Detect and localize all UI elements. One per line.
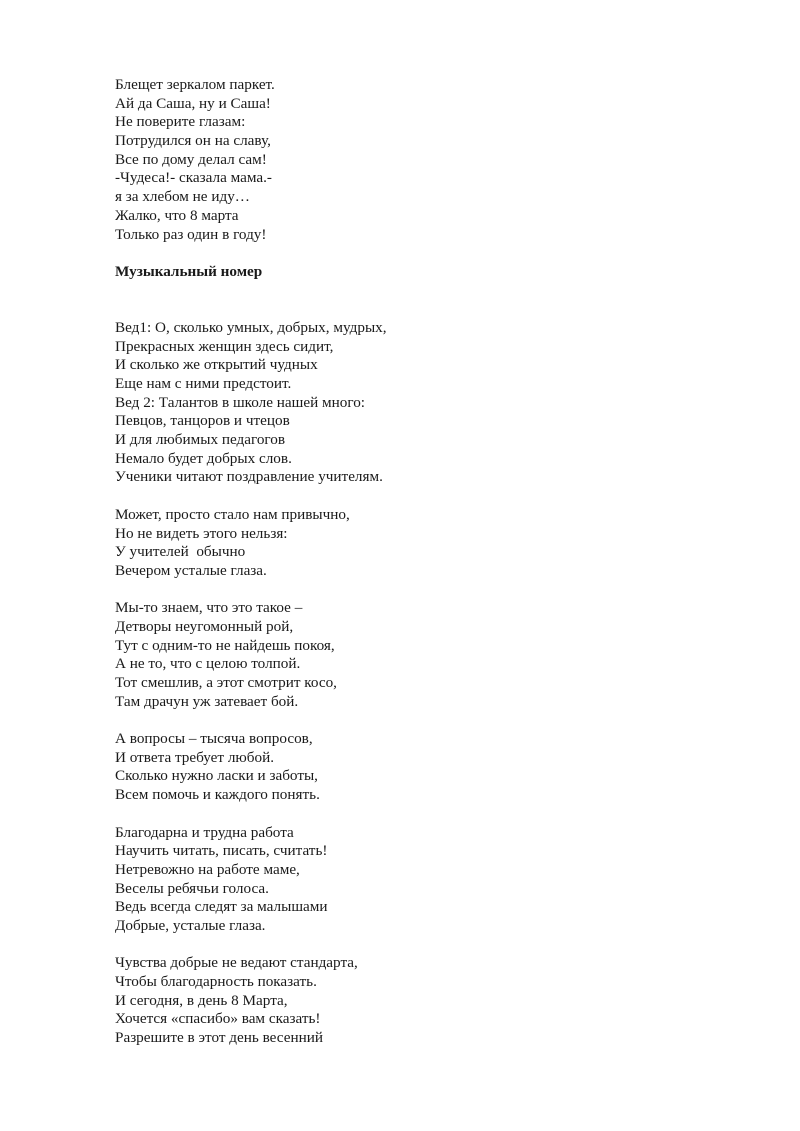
- text-line: Всем помочь и каждого понять.: [115, 786, 320, 804]
- text-line: И для любимых педагогов: [115, 431, 286, 449]
- text-line: -Чудеса!- сказала мама.-: [115, 169, 272, 187]
- text-line: Тот смешлив, а этот смотрит косо,: [115, 674, 337, 691]
- text-line: Благодарна и трудна работа: [115, 823, 294, 841]
- text-line: Блещет зеркалом паркет.: [115, 76, 275, 93]
- text-line: Тут с одним-то не найдешь покоя,: [115, 636, 335, 654]
- text-line: Там драчун уж затевает бой.: [115, 692, 299, 710]
- text-line: Вед 2: Талантов в школе нашей много:: [115, 393, 366, 411]
- text-line: Ай да Саша, ну и Саша!: [115, 94, 271, 112]
- text-line: Разрешите в этот день весенний: [115, 1029, 323, 1047]
- text-line: И сегодня, в день 8 Марта,: [115, 991, 288, 1009]
- text-line: я за хлебом не иду…: [115, 188, 250, 206]
- text-line: Жалко, что 8 марта: [115, 206, 239, 224]
- text-line: И сколько же открытий чудных: [115, 356, 318, 374]
- text-line: Все по дому делал сам!: [115, 150, 267, 168]
- text-line: Научить читать, писать, считать!: [115, 842, 328, 860]
- text-line: Ведь всегда следят за малышами: [115, 898, 328, 916]
- text-line: Немало будет добрых слов.: [115, 449, 292, 467]
- blank-line: [115, 487, 715, 506]
- text-line: Певцов, танцоров и чтецов: [115, 412, 290, 430]
- text-line: Веселы ребячьи голоса.: [115, 879, 269, 897]
- text-line: Нетревожно на работе маме,: [115, 860, 300, 878]
- text-line: Добрые, усталые глаза.: [115, 916, 266, 934]
- text-line: Детворы неугомонный рой,: [115, 617, 294, 635]
- text-line: Может, просто стало нам привычно,: [115, 505, 350, 523]
- text-line: Но не видеть этого нельзя:: [115, 524, 288, 542]
- text-line: Только раз один в году!: [115, 225, 267, 243]
- text-line: А не то, что с целою толпой.: [115, 655, 301, 673]
- text-line: Еще нам с ними предстоит.: [115, 375, 292, 392]
- text-line: Не поверите глазам:: [115, 113, 246, 131]
- text-line: Хочется «спасибо» вам сказать!: [115, 1010, 321, 1028]
- text-line: Прекрасных женщин здесь сидит,: [115, 337, 334, 355]
- text-line: Мы-то знаем, что это такое –: [115, 599, 303, 617]
- text-line: Ученики читают поздравление учителям.: [115, 468, 383, 486]
- blank-line: [115, 581, 715, 600]
- text-line: У учителей обычно: [115, 543, 246, 561]
- text-line: И ответа требует любой.: [115, 748, 275, 766]
- text-line: Сколько нужно ласки и заботы,: [115, 767, 318, 785]
- section-heading: Музыкальный номер: [115, 262, 263, 280]
- blank-line: [115, 244, 715, 263]
- text-line: А вопросы – тысяча вопросов,: [115, 730, 313, 748]
- text-line: Чтобы благодарность показать.: [115, 973, 317, 990]
- document-body: [115, 76, 715, 1048]
- text-line: Вед1: О, сколько умных, добрых, мудрых,: [115, 318, 387, 336]
- blank-line: [115, 936, 715, 955]
- blank-line: [115, 711, 715, 730]
- text-line: Чувства добрые не ведают стандарта,: [115, 954, 358, 972]
- blank-line: [115, 282, 715, 301]
- blank-line: [115, 300, 715, 319]
- blank-line: [115, 805, 715, 824]
- text-line: Вечером усталые глаза.: [115, 561, 267, 579]
- text-line: Потрудился он на славу,: [115, 132, 271, 150]
